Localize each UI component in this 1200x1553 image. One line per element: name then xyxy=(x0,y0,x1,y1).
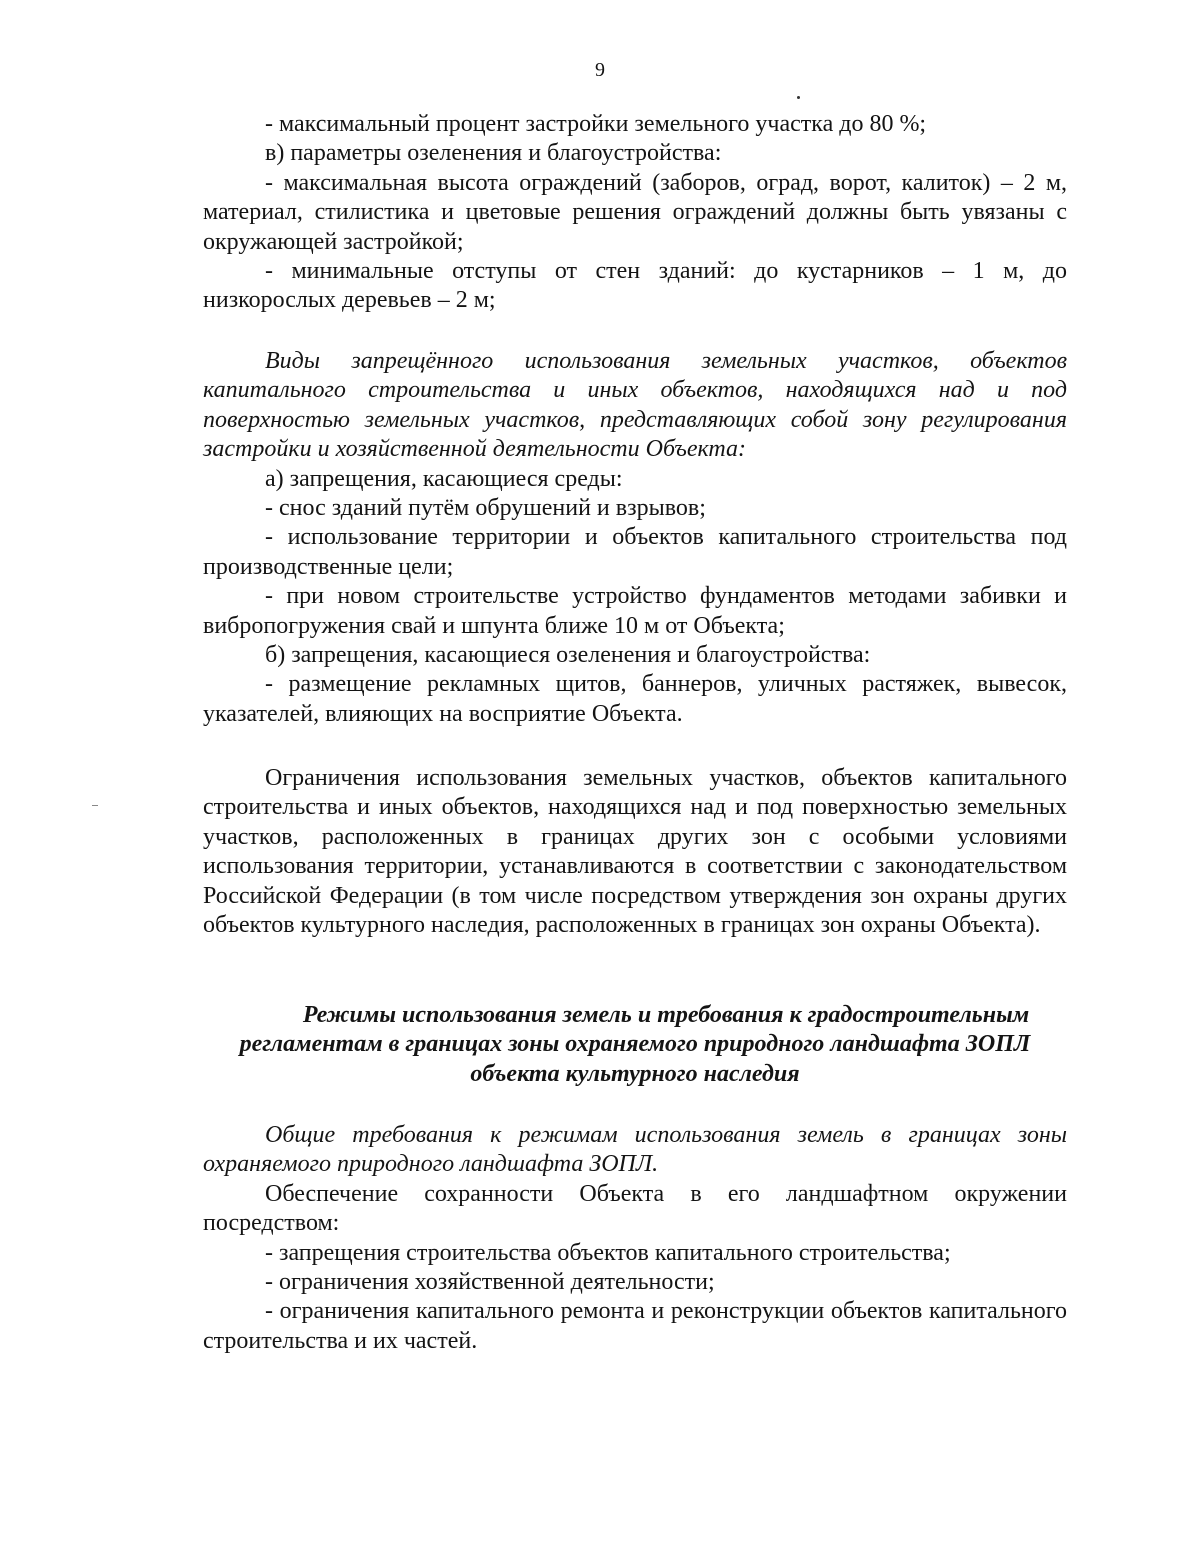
paragraph-preservation: Обеспечение сохранности Объекта в его ландшафтном окружении посредством: xyxy=(203,1180,1067,1237)
heading-line-2: регламентам в границах зоны охраняемого природного ландшафта ЗОПЛ xyxy=(239,1031,1031,1058)
paragraph-demolition: - снос зданий путём обрушений и взрывов; xyxy=(265,495,706,522)
section-heading-title xyxy=(203,1001,1067,1089)
paragraph-construction-ban: - запрещения строительства объектов капитального строительства; xyxy=(265,1239,951,1266)
paragraph-economic-limits: - ограничения хозяйственной деятельности; xyxy=(265,1269,715,1296)
paragraph-advertising: - размещение рекламных щитов, баннеров, уличных растяжек, вывесок, указателей, влияющих на восприятие Объекта. xyxy=(203,671,1067,727)
paragraph-industrial-use: - использование территории и объектов капитального строительства под производственные цели; xyxy=(203,524,1067,580)
heading-line-1: Режимы использования земель и требования к градостроительным xyxy=(302,1002,1030,1028)
paragraph-foundations: - при новом строительстве устройство фундаментов методами забивки и вибропогружения свай и шпунта ближе 10 м от Объекта; xyxy=(203,583,1067,639)
section-restrictions xyxy=(203,764,1067,940)
section-prohibited-uses xyxy=(203,347,1067,729)
paragraph-restrictions: Ограничения использования земельных участков, объектов капитального строительства и иных объектов, находящихся над и под поверхностью земельных участков, расположенных в границах других зон с особыми условиями использования территории, устанавливаются в соответствии с законодательством Российской Федерации (в том числе посредством утверждения зон охраны других объектов культурного наследия, расположенных в границах зон охраны Объекта). xyxy=(203,765,1067,939)
section-building-parameters xyxy=(203,110,1067,316)
heading-line-3: объекта культурного наследия xyxy=(470,1060,800,1087)
paragraph-max-build-percent: - максимальный процент застройки земельного участка до 80 %; xyxy=(265,111,927,137)
scan-artifact-dash xyxy=(92,805,98,806)
paragraph-greening-prohibitions: б) запрещения, касающиеся озеленения и благоустройства: xyxy=(265,642,871,669)
section-general-requirements xyxy=(203,1121,1067,1356)
paragraph-min-offsets: - минимальные отступы от стен зданий: до кустарников – 1 м, до низкорослых деревьев – 2 м; xyxy=(203,258,1067,314)
paragraph-general-requirements: Общие требования к режимам использования земель в границах зоны охраняемого природного ландшафта ЗОПЛ. xyxy=(203,1122,1067,1178)
page-number: 9 xyxy=(595,59,605,81)
paragraph-prohibited-use-title: Виды запрещённого использования земельных участков, объектов капитального строительства и иных объектов, находящихся над и под поверхностью земельных участков, представляющих собой зону регулирования застройки и хозяйственной деятельности Объекта: xyxy=(203,348,1067,463)
section-heading xyxy=(203,1001,1067,1089)
paragraph-greening-params: в) параметры озеленения и благоустройства: xyxy=(265,140,722,167)
paragraph-env-prohibitions: а) запрещения, касающиеся среды: xyxy=(265,465,623,492)
scan-artifact-dot xyxy=(797,96,800,99)
paragraph-fence-height: - максимальная высота ограждений (заборов, оград, ворот, калиток) – 2 м, материал, стилистика и цветовые решения ограждений должны быть увязаны с окружающей застройкой; xyxy=(203,169,1067,255)
paragraph-repair-limits: - ограничения капитального ремонта и реконструкции объектов капитального строительства и их частей. xyxy=(203,1298,1067,1354)
